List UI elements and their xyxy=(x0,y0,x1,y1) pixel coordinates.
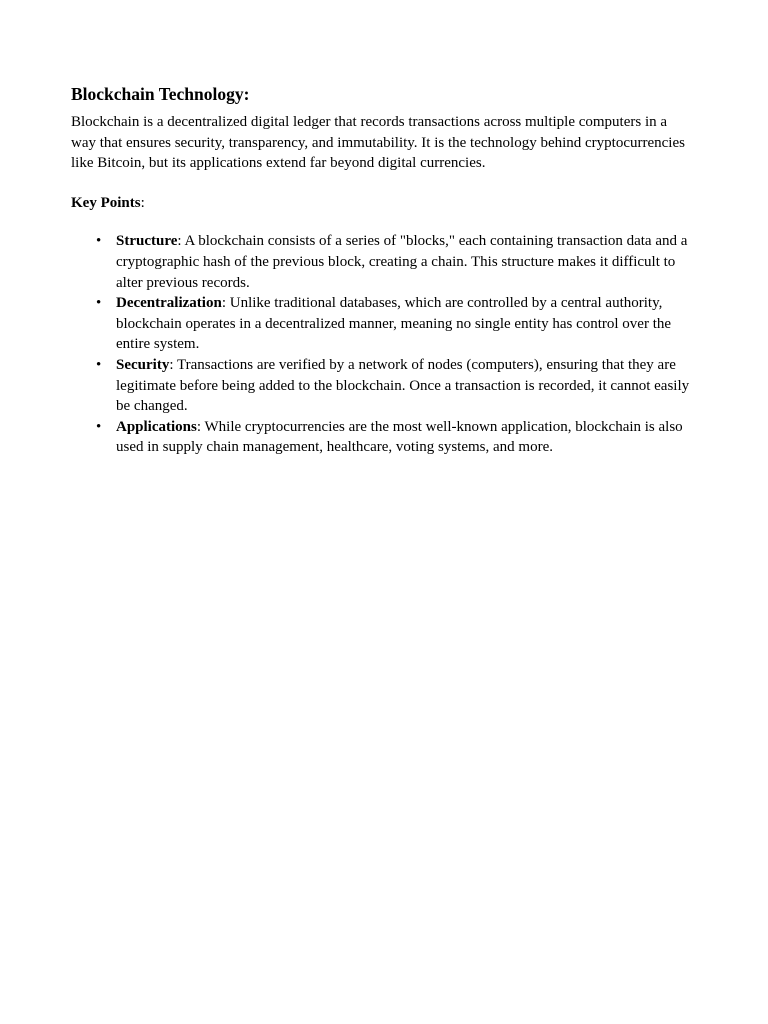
bullet-icon: • xyxy=(96,233,102,250)
list-item xyxy=(71,355,695,417)
document-page xyxy=(71,82,695,458)
key-points-list xyxy=(71,231,695,458)
key-points-heading xyxy=(71,193,695,214)
list-item xyxy=(71,231,695,293)
point-text: : Transactions are verified by a network of nodes (computers), ensuring that they are legitimate before being added to the blockchain. Once a transaction is recorded, it cannot easily be changed. xyxy=(116,356,690,415)
point-text: : A blockchain consists of a series of "blocks," each containing transaction data and a cryptographic hash of the previous block, creating a chain. This structure makes it difficult to alter previous records. xyxy=(116,233,688,291)
list-item xyxy=(71,293,695,355)
intro-paragraph: Blockchain is a decentralized digital ledger that records transactions across multiple computers in a way that ensures security, transparency, and immutability. It is the technology behind cryptocurrencies like Bitcoin, but its applications extend far beyond digital currencies. xyxy=(71,114,685,172)
point-term: Decentralization xyxy=(116,295,222,312)
point-term: Structure xyxy=(116,233,178,250)
point-term: Applications xyxy=(116,418,197,435)
bullet-icon: • xyxy=(96,418,102,435)
point-text: : While cryptocurrencies are the most well-known application, blockchain is also used in supply chain management, healthcare, voting systems, and more. xyxy=(116,418,683,456)
bullet-icon: • xyxy=(96,356,102,373)
document-title: Blockchain Technology: xyxy=(71,84,250,104)
key-points-label: Key Points xyxy=(71,194,141,211)
key-points-colon: : xyxy=(140,194,145,211)
list-item xyxy=(71,417,695,458)
point-term: Security xyxy=(116,356,170,373)
point-text: : Unlike traditional databases, which are controlled by a central authority, blockchain operates in a decentralized manner, meaning no single entity has control over the entire system. xyxy=(116,295,672,353)
bullet-icon: • xyxy=(96,295,102,312)
